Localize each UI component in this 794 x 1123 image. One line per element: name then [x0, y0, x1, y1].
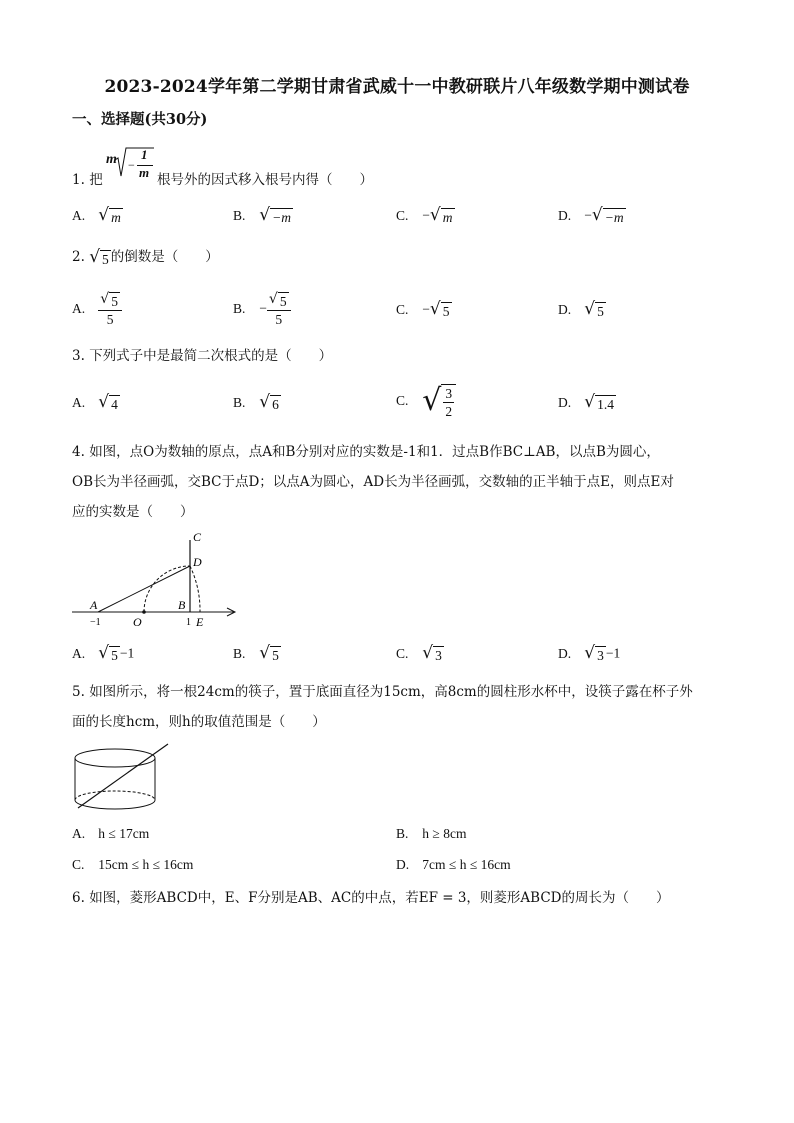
- question-5-line-1: 5. 如图所示，将一根24cm的筷子，置于底面直径为15cm，高8cm的圆柱形水杯中，设筷子露在杯子外: [72, 684, 693, 700]
- question-number: 5.: [72, 684, 85, 700]
- option-4c[interactable]: C. √ 3: [396, 643, 442, 663]
- option-1a[interactable]: A. √ m: [72, 205, 121, 225]
- label-D: D: [193, 555, 202, 569]
- section-title: 一、选择题(共30分): [72, 111, 208, 128]
- option-3c[interactable]: C. √ $\frac{3}{2}$: [396, 381, 456, 421]
- option-2c[interactable]: C. − √ 5: [396, 299, 450, 319]
- question-number: 4.: [72, 444, 85, 460]
- question-4-line-1: 4. 如图，点O为数轴的原点，点A和B分别对应的实数是-1和1．过点B作BC⊥AB，以点B为圆心，: [72, 444, 660, 460]
- expr-minus: −: [128, 158, 135, 172]
- option-1c[interactable]: C. − √ m: [396, 205, 453, 225]
- question-5-line-2: 面的长度hcm，则h的取值范围是（ ）: [72, 714, 326, 730]
- expr-m: m: [106, 152, 117, 167]
- option-2d[interactable]: D. √ 5: [558, 299, 604, 319]
- option-4a[interactable]: A. √ 5 −1: [72, 643, 135, 663]
- option-1b[interactable]: B. √ −m: [233, 205, 291, 225]
- option-2a[interactable]: A. √ 5 5: [72, 290, 122, 328]
- option-5a[interactable]: A. h ≤ 17cm: [72, 826, 150, 841]
- question-4-line-2: OB长为半径画弧，交BC于点D；以点A为圆心，AD长为半径画弧，交数轴的正半轴于点E，则点E对: [72, 474, 674, 490]
- option-1d[interactable]: D. − √ −m: [558, 205, 624, 225]
- expr-one: 1: [141, 147, 148, 162]
- tick-one: 1: [186, 617, 191, 628]
- question-number: 2.: [72, 249, 85, 265]
- option-5c[interactable]: C. 15cm ≤ h ≤ 16cm: [72, 857, 194, 872]
- label-C: C: [193, 532, 202, 544]
- question-1-pre: 把: [89, 172, 103, 188]
- label-O: O: [133, 615, 142, 629]
- option-5b[interactable]: B. h ≥ 8cm: [396, 826, 467, 841]
- question-2-stem: 2. √ 5 的倒数是（ ）: [72, 246, 219, 267]
- question-6-stem: 6. 如图，菱形ABCD中，E、F分别是AB、AC的中点，若EF = 3，则菱形ABCD的周长为（ ）: [72, 890, 670, 906]
- page-title: 2023-2024学年第二学期甘肃省武威十一中教研联片八年级数学期中测试卷: [104, 77, 690, 97]
- question-number: 1.: [72, 172, 85, 188]
- label-E: E: [196, 615, 204, 629]
- number-line-figure: [66, 532, 246, 632]
- option-2b[interactable]: B. − √ 5 5: [233, 290, 291, 328]
- option-3a[interactable]: A. √ 4: [72, 392, 118, 412]
- question-1-text: 根号外的因式移入根号内得（ ）: [156, 172, 373, 188]
- question-number: 3.: [72, 348, 85, 364]
- question-3-stem: 3. 下列式子中是最简二次根式的是（ ）: [72, 348, 333, 364]
- question-4-line-3: 应的实数是（ ）: [72, 504, 194, 520]
- option-5d[interactable]: D. 7cm ≤ h ≤ 16cm: [396, 857, 511, 872]
- tick-minus-one: −1: [90, 617, 101, 628]
- label-B: B: [178, 598, 186, 612]
- expr-den: m: [139, 165, 150, 180]
- label-A: A: [90, 598, 98, 612]
- option-4b[interactable]: B. √ 5: [233, 643, 279, 663]
- option-4d[interactable]: D. √ 3 −1: [558, 643, 621, 663]
- option-3d[interactable]: D. √ 1.4: [558, 392, 615, 412]
- option-3b[interactable]: B. √ 6: [233, 392, 279, 412]
- question-number: 6.: [72, 890, 85, 906]
- question-1-expression: [106, 146, 156, 186]
- cylinder-cup-figure: [70, 740, 180, 820]
